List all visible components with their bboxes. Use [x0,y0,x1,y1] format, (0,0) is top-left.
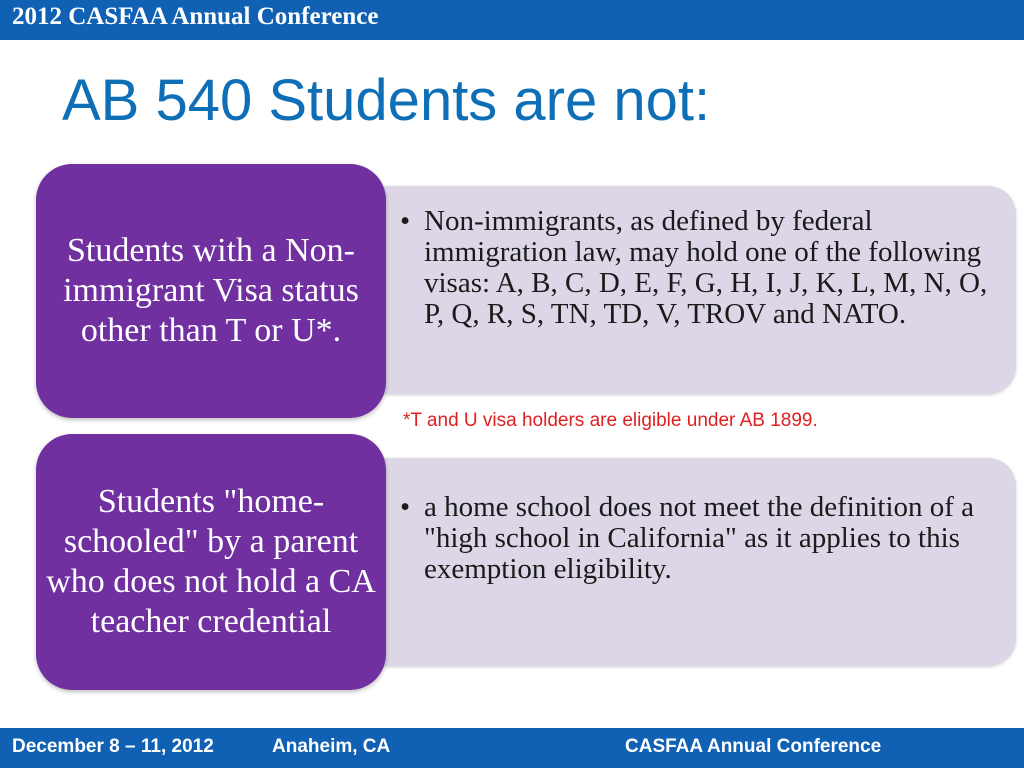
label-box-visa [36,164,386,418]
footer-banner [0,728,1024,768]
label-text-homeschool: Students "home-schooled" by a parent who does not hold a CA teacher credential [46,483,376,640]
detail-list-homeschool [400,492,990,585]
bullet-icon: • [400,491,411,523]
detail-list-visa [400,206,990,330]
detail-item-homeschool [400,492,990,585]
detail-text-homeschool: a home school does not meet the definition of a "high school in California" as it applies to this exemption eligibility. [424,491,975,585]
slide-title: AB 540 Students are not: [62,68,711,133]
footer-location: Anaheim, CA [272,736,391,757]
footer-conference: CASFAA Annual Conference [625,736,882,757]
detail-text-visa: Non-immigrants, as defined by federal immigration law, may hold one of the following visas: A, B, C, D, E, F, G, H, I, J, K, L, M, N, O, P, Q, R, S, TN, TD, V, TROV and NATO. [424,205,988,330]
header-banner-title: 2012 CASFAA Annual Conference [12,3,379,30]
label-box-homeschool [36,434,386,690]
detail-box-homeschool [360,458,1016,666]
header-banner [0,0,1024,40]
bullet-icon: • [400,205,411,237]
footer-dates: December 8 – 11, 2012 [12,736,214,757]
detail-box-visa [360,186,1016,394]
label-text-visa: Students with a Non-immigrant Visa status other than T or U*. [63,232,359,349]
footnote: *T and U visa holders are eligible under AB 1899. [403,410,818,431]
detail-item-visa [400,206,990,330]
